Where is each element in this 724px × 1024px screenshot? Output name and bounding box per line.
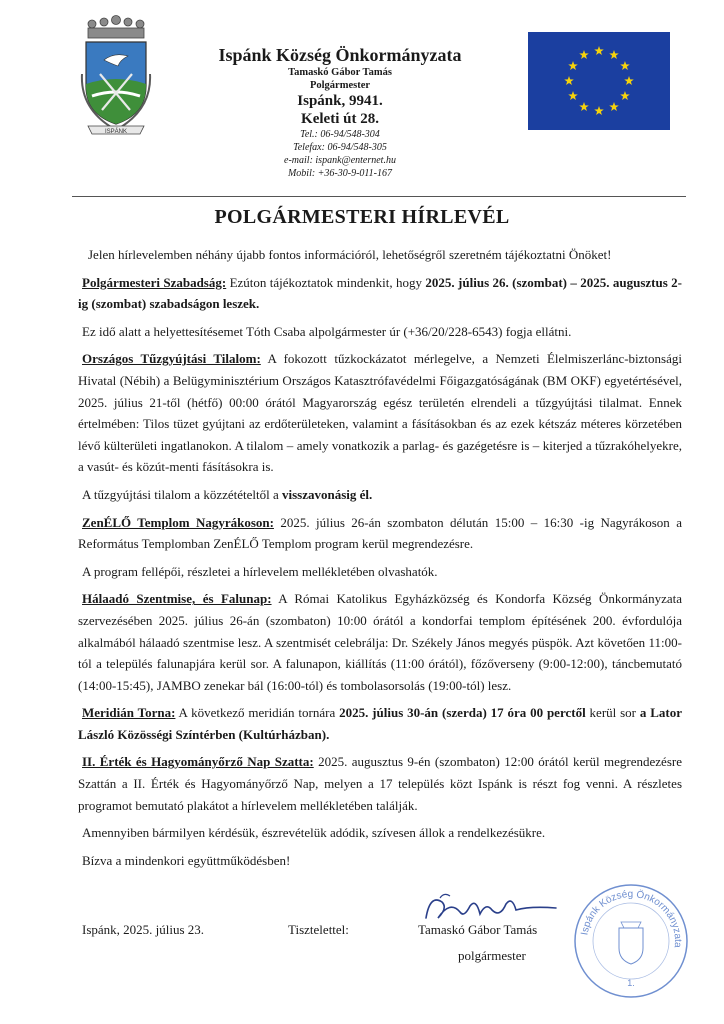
paragraph-vacation bbox=[78, 272, 682, 315]
paragraph-fire-ban bbox=[78, 348, 682, 478]
signature-name: Tamaskó Gábor Tamás bbox=[418, 922, 538, 937]
stamp-number: 1. bbox=[627, 978, 635, 988]
intro-paragraph: Jelen hírlevelemben néhány újabb fontos információról, lehetőségről szeretném tájékoztatni Önöket! bbox=[88, 247, 612, 262]
mass-text: A Római Katolikus Egyházközség és Kondorfa Község Önkormányzata szervezésében 2025. július 26-án (szombaton) 10:00 órától a kondorfai templom építésének 200. évfordulója alkalmából hálaadó szentmise lesz. A szentmisét celebrálja: Dr. Székely János megyés püspök. Azt követően 11:00-tól a település falunapjára kerül sor. A falunapon, kiállítás (11:00 órától), főzőverseny (9:00-12:00), táncbemutató (14:00-15:45), JAMBO zenekar bál (16:00-tól) és tombolasorsolás (19:00-tól) lesz. bbox=[78, 591, 682, 693]
signature-date: Ispánk, 2025. július 23. bbox=[82, 922, 205, 937]
official-stamp bbox=[572, 882, 690, 1000]
zenelo-text: 2025. július 26-án szombaton délután 15:00 – 16:30 -ig Nagyrákoson a Református Templomban ZenÉLŐ Templom program kerül megrendezésre. bbox=[78, 514, 682, 552]
mayor-name: Tamaskó Gábor Tamás bbox=[288, 67, 392, 78]
eu-flag-icon bbox=[528, 32, 670, 130]
street-address: Keleti út 28. bbox=[301, 111, 379, 127]
signature-title: polgármester bbox=[458, 948, 526, 963]
heading-meridian: Meridián Torna: bbox=[82, 705, 176, 721]
mayor-title: Polgármester bbox=[309, 80, 371, 91]
heading-szatta: II. Érték és Hagyományőrző Nap Szatta: bbox=[82, 754, 314, 770]
meridian-time: 2025. július 30-án (szerda) 17 óra 00 perctől bbox=[339, 705, 586, 721]
org-name: Ispánk Község Önkormányzata bbox=[218, 45, 462, 65]
paragraph-mass bbox=[78, 588, 682, 696]
email: e-mail: ispank@enternet.hu bbox=[284, 155, 396, 166]
city-zip: Ispánk, 9941. bbox=[297, 93, 383, 109]
validity-bold: visszavonásig él. bbox=[282, 486, 373, 502]
paragraph-deputy: Ez idő alatt a helyettesítésemet Tóth Csaba alpolgármester úr (+36/20/228-6543) fogja ellátni. bbox=[82, 323, 572, 339]
paragraph-questions: Amennyiben bármilyen kérdésük, észrevételük adódik, szívesen állok a rendelkezésükre. bbox=[82, 825, 546, 841]
meridian-text-1: A következő meridián tornára bbox=[175, 705, 340, 721]
mobile: Mobil: +36-30-9-011-167 bbox=[287, 168, 393, 179]
fax: Telefax: 06-94/548-305 bbox=[293, 142, 387, 153]
coat-of-arms-icon bbox=[78, 14, 154, 140]
vacation-text: Ezúton tájékoztatok mindenkit, hogy bbox=[226, 274, 426, 290]
crest-label: ISPÁNK bbox=[104, 129, 128, 135]
paragraph-fire-ban-validity bbox=[78, 484, 682, 506]
page-title: POLGÁRMESTERI HÍRLEVÉL bbox=[214, 206, 510, 228]
validity-text: A tűzgyújtási tilalom a közzétételtől a bbox=[82, 486, 282, 502]
heading-mass: Hálaadó Szentmise, és Falunap: bbox=[82, 591, 272, 607]
newsletter-body bbox=[78, 244, 682, 877]
stamp-text: Ispánk Község Önkormányzata bbox=[579, 888, 684, 949]
szatta-text: 2025. augusztus 9-én (szombaton) 12:00 órától kerül megrendezésre Szattán a II. Érték és Hagyományőrző Nap, melyen a 17 település közt Ispánk is részt fog venni. A részletes programot bemutató plakátot a hírlevelem mellékletében találják. bbox=[78, 754, 682, 813]
phone: Tel.: 06-94/548-304 bbox=[300, 129, 380, 140]
meridian-venue: a Lator László Közösségi Színtérben (Kultúrházban). bbox=[78, 705, 682, 742]
paragraph-cooperation: Bízva a mindenkori együttműködésben! bbox=[82, 852, 291, 868]
heading-vacation: Polgármesteri Szabadság: bbox=[82, 274, 227, 290]
paragraph-meridian bbox=[78, 702, 682, 745]
vacation-dates: 2025. július 26. (szombat) – 2025. augusztus 2-ig (szombat) szabadságon leszek. bbox=[78, 274, 683, 312]
signature-greeting: Tisztelettel: bbox=[288, 922, 349, 937]
heading-zenelo: ZenÉLŐ Templom Nagyrákoson: bbox=[82, 514, 274, 530]
paragraph-zenelo bbox=[78, 512, 682, 555]
heading-fire-ban: Országos Tűzgyújtási Tilalom: bbox=[82, 351, 261, 367]
header-divider bbox=[72, 196, 686, 197]
meridian-text-2: kerül sor bbox=[585, 705, 640, 721]
paragraph-szatta bbox=[78, 751, 682, 816]
letterhead bbox=[160, 44, 520, 180]
fire-ban-text: A fokozott tűzkockázatot mérlegelve, a Nemzeti Élelmiszerlánc-biztonsági Hivatal (Nébih) a Belügyminisztérium Országos Katasztrófavédelmi Főigazgatóságának (BM OKF) egyetértésével, 2025. július 21-től (hétfő) 00:00 órától Magyarország egész területén elrendeli a tűzgyújtási tilalmat. Ennek értelmében: Tilos tüzet gyújtani az erdőterületeken, valamint a fásításokban és az ezek kétszáz méteres körzetében lévő külterületi ingatlanokon. A tilalom – amely vonatkozik a parlag- és gazégetésre is – kiterjed a tűzrakóhelyekre, a vasút- és közút-menti fásításokra is. bbox=[78, 351, 682, 475]
paragraph-program-info: A program fellépői, részletei a hírlevelem mellékletében olvashatók. bbox=[82, 563, 438, 579]
